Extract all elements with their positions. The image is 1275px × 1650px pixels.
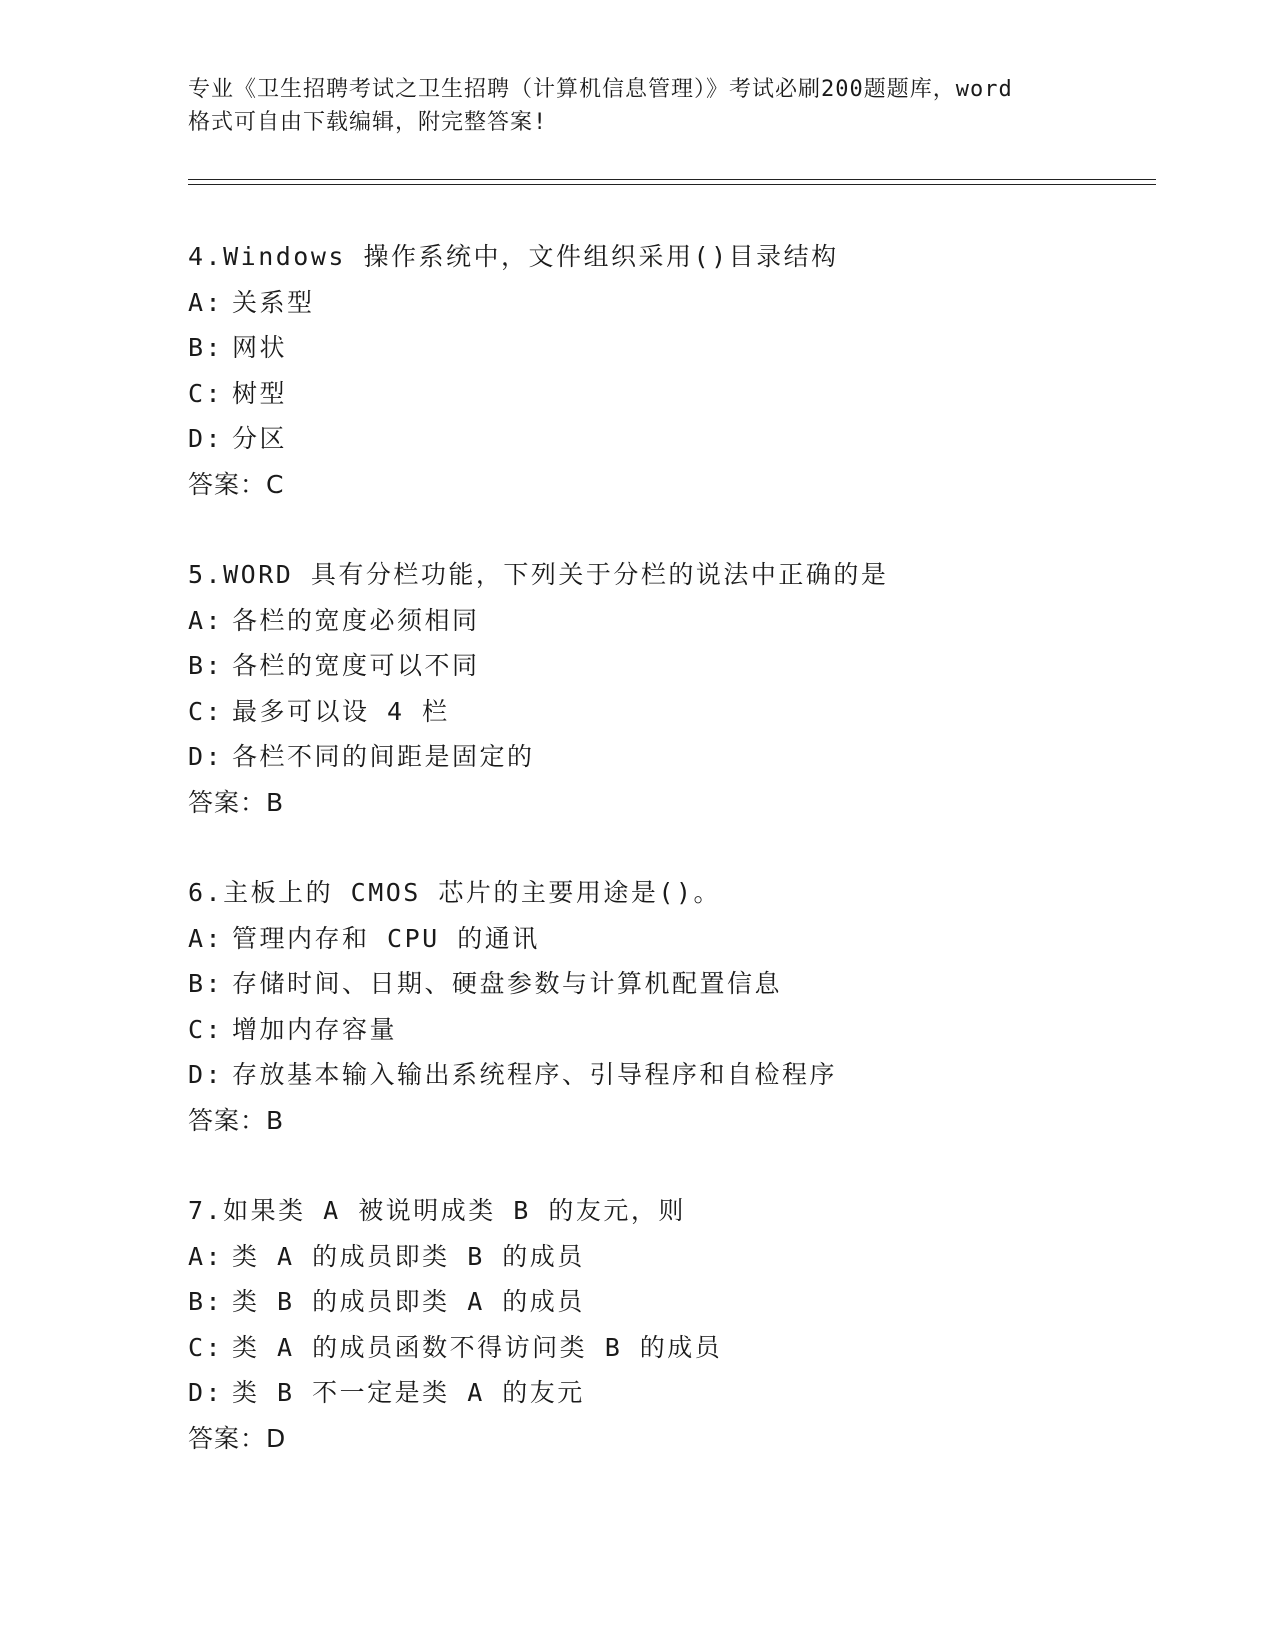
answer-line: 答案：D <box>188 1423 287 1453</box>
option-text: 类 A 的成员即类 B 的成员 <box>232 1241 585 1271</box>
option-b <box>188 961 1156 1007</box>
option-key: D: <box>188 742 224 771</box>
option-a <box>188 916 1156 962</box>
answer-line: 答案：B <box>188 1105 285 1135</box>
option-c <box>188 1325 1156 1371</box>
option-b <box>188 643 1156 689</box>
option-a <box>188 598 1156 644</box>
option-text: 树型 <box>232 378 288 408</box>
option-text: 类 B 的成员即类 A 的成员 <box>232 1287 585 1316</box>
question-6 <box>188 870 1156 1143</box>
option-b <box>188 325 1156 371</box>
document-header <box>188 73 1088 139</box>
option-text: 各栏不同的间距是固定的 <box>232 742 535 771</box>
question-4 <box>188 234 1156 507</box>
header-divider-bottom <box>188 184 1156 185</box>
option-a <box>188 1234 1156 1280</box>
header-divider-top <box>188 179 1156 180</box>
option-key: B: <box>188 651 224 680</box>
option-key: B: <box>188 333 224 362</box>
option-a <box>188 280 1156 326</box>
option-d <box>188 734 1156 780</box>
option-key: D: <box>188 1060 224 1089</box>
option-text: 存放基本输入输出系统程序、引导程序和自检程序 <box>232 1060 838 1089</box>
option-key: B: <box>188 1287 224 1316</box>
option-key: C: <box>188 696 224 726</box>
option-text: 管理内存和 CPU 的通讯 <box>232 923 540 953</box>
question-7 <box>188 1188 1156 1461</box>
option-key: A: <box>188 605 224 635</box>
option-text: 关系型 <box>232 287 315 317</box>
question-list <box>188 234 1156 1506</box>
question-text: 6.主板上的 CMOS 芯片的主要用途是()。 <box>188 878 722 907</box>
option-key: C: <box>188 378 224 408</box>
option-d <box>188 1052 1156 1098</box>
option-text: 最多可以设 4 栏 <box>232 696 450 726</box>
option-text: 各栏的宽度必须相同 <box>232 605 480 635</box>
option-c <box>188 1007 1156 1053</box>
option-key: A: <box>188 923 224 953</box>
option-text: 网状 <box>232 333 288 362</box>
option-key: B: <box>188 969 224 998</box>
option-key: D: <box>188 1378 224 1407</box>
question-5 <box>188 552 1156 825</box>
answer-line: 答案：B <box>188 787 285 817</box>
option-c <box>188 371 1156 417</box>
question-text: 7.如果类 A 被说明成类 B 的友元，则 <box>188 1196 686 1225</box>
option-text: 类 B 不一定是类 A 的友元 <box>232 1378 585 1407</box>
option-text: 各栏的宽度可以不同 <box>232 651 480 680</box>
option-key: D: <box>188 424 224 453</box>
option-text: 存储时间、日期、硬盘参数与计算机配置信息 <box>232 969 783 998</box>
option-d <box>188 416 1156 462</box>
option-text: 分区 <box>232 424 288 453</box>
question-text: 5.WORD 具有分栏功能，下列关于分栏的说法中正确的是 <box>188 560 889 589</box>
option-key: C: <box>188 1332 224 1362</box>
option-c <box>188 689 1156 735</box>
option-text: 增加内存容量 <box>232 1014 398 1044</box>
option-key: A: <box>188 1241 224 1271</box>
option-text: 类 A 的成员函数不得访问类 B 的成员 <box>232 1332 723 1362</box>
header-line-1: 专业《卫生招聘考试之卫生招聘（计算机信息管理）》考试必刷200题题库，word <box>188 77 1013 102</box>
option-d <box>188 1370 1156 1416</box>
option-key: A: <box>188 287 224 317</box>
question-text: 4.Windows 操作系统中，文件组织采用()目录结构 <box>188 242 839 271</box>
answer-line: 答案：C <box>188 469 285 499</box>
header-line-2: 格式可自由下载编辑，附完整答案! <box>188 110 548 135</box>
option-key: C: <box>188 1014 224 1044</box>
option-b <box>188 1279 1156 1325</box>
